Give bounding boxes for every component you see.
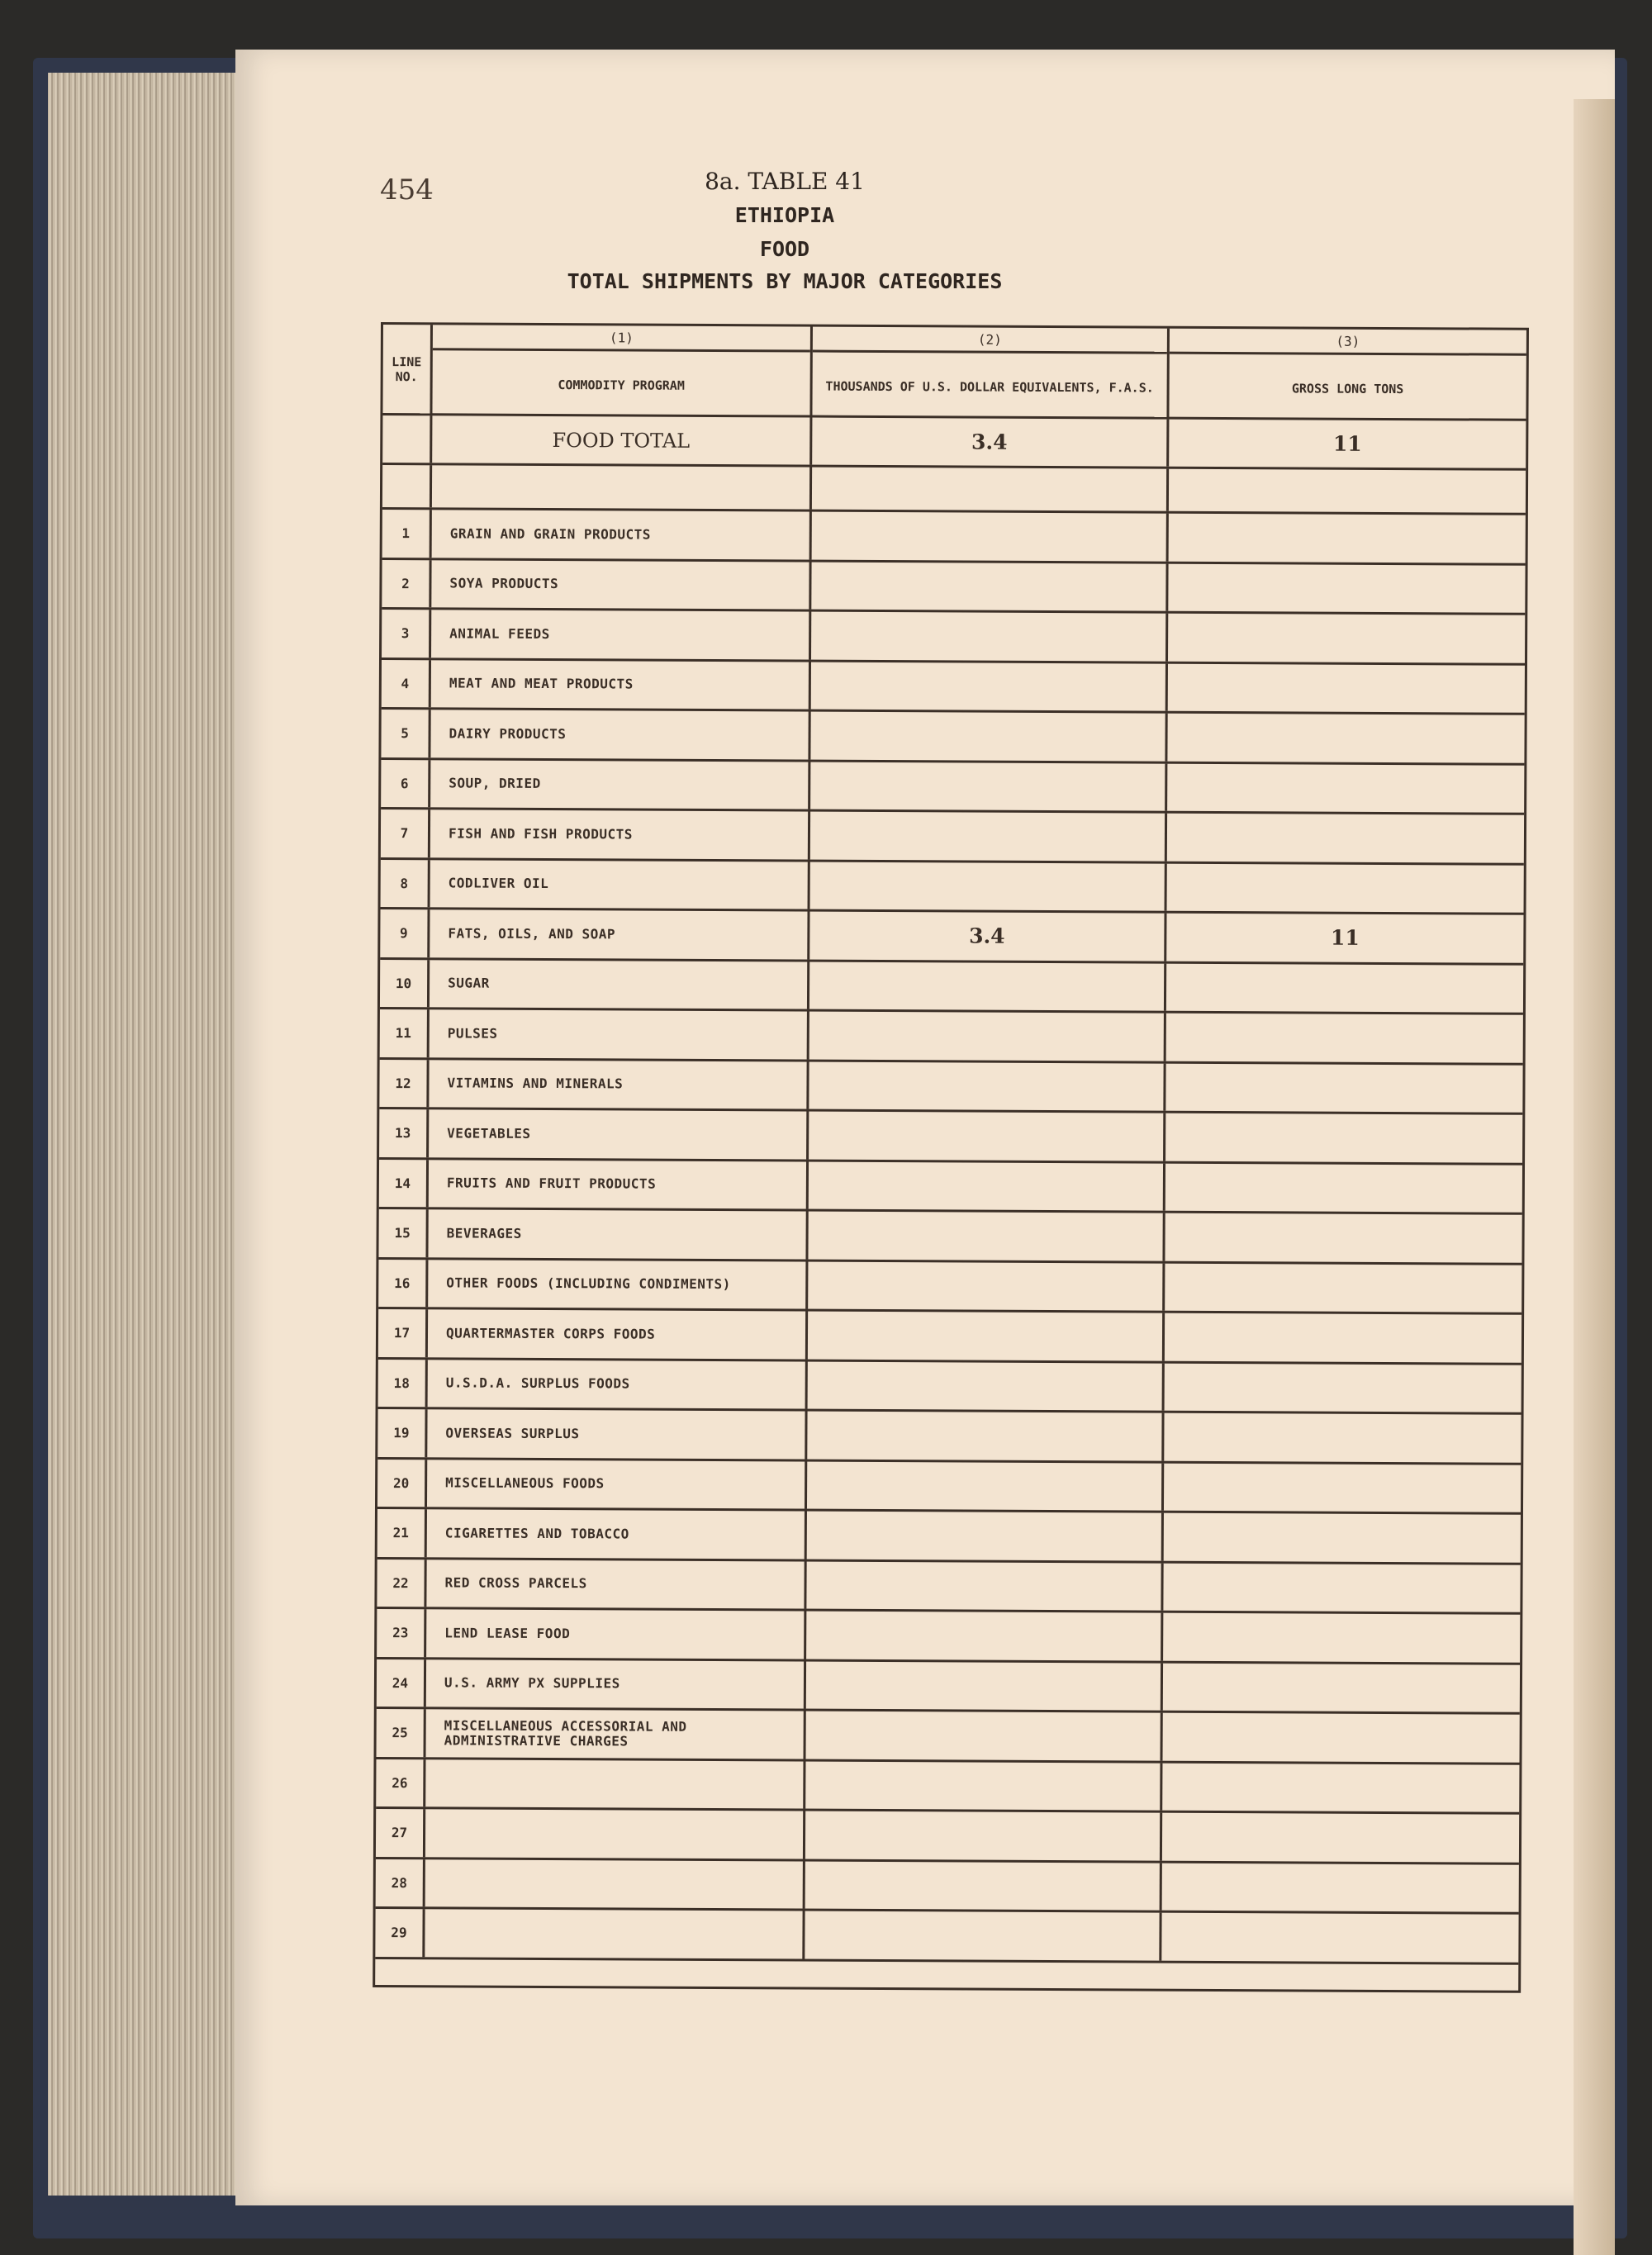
line-header-label: LINE NO. — [392, 354, 422, 384]
table-row — [376, 1759, 1519, 1814]
table-row — [381, 760, 1524, 815]
country-title: ETHIOPIA — [734, 203, 835, 227]
commodity-program-cell: OTHER FOODS (INCLUDING CONDIMENTS) — [428, 1260, 808, 1309]
table-row — [382, 660, 1525, 715]
tons-value-cell — [1165, 1213, 1521, 1263]
commodity-program-cell: SOYA PRODUCTS — [431, 560, 811, 610]
line-number-cell: 24 — [377, 1659, 426, 1707]
tons-value-cell — [1164, 1413, 1521, 1463]
line-number-cell: 7 — [381, 809, 430, 857]
spacer-program-cell — [432, 465, 812, 509]
commodity-program-cell: VEGETABLES — [429, 1109, 809, 1159]
table-row — [381, 809, 1524, 865]
page-edges — [48, 73, 263, 2196]
commodity-program-cell: ANIMAL FEEDS — [431, 610, 811, 659]
line-number-cell: 28 — [376, 1859, 425, 1906]
line-number-cell: 17 — [378, 1309, 428, 1357]
line-number-cell: 27 — [376, 1809, 425, 1857]
usd-value-cell — [809, 1012, 1166, 1061]
commodity-program-cell: PULSES — [430, 1009, 809, 1059]
food-total-row — [382, 415, 1526, 471]
usd-value-cell — [806, 1711, 1163, 1761]
table-row — [377, 1409, 1521, 1465]
commodity-program-cell: U.S. ARMY PX SUPPLIES — [426, 1659, 806, 1709]
commodity-program-cell — [425, 1909, 805, 1958]
facing-page-edge — [1574, 99, 1615, 2255]
commodity-program-cell: BEVERAGES — [428, 1209, 808, 1259]
table-subtitle: TOTAL SHIPMENTS BY MAJOR CATEGORIES — [567, 269, 1003, 293]
commodity-program-cell: SUGAR — [430, 960, 809, 1009]
book-page — [235, 50, 1615, 2205]
commodity-program-cell: RED CROSS PARCELS — [426, 1560, 806, 1609]
usd-value-cell: 3.4 — [809, 912, 1166, 961]
line-number-cell: 15 — [378, 1209, 428, 1257]
table-row — [377, 1609, 1520, 1664]
program-header-label: COMMODITY PROGRAM — [558, 377, 685, 393]
tons-value-cell — [1165, 1063, 1522, 1113]
line-number-cell: 23 — [377, 1609, 426, 1657]
tons-value-cell — [1165, 1163, 1522, 1213]
table-row — [379, 1160, 1522, 1215]
usd-value-cell — [809, 961, 1166, 1011]
spacer-usd-cell — [812, 468, 1169, 511]
usd-value-cell — [810, 812, 1167, 862]
line-number-cell: 11 — [380, 1009, 430, 1057]
tons-value-cell — [1168, 663, 1525, 713]
tons-value-cell — [1166, 963, 1523, 1013]
commodity-program-cell: MEAT AND MEAT PRODUCTS — [431, 660, 811, 710]
line-number-cell: 18 — [378, 1359, 428, 1407]
tons-value-cell — [1167, 714, 1524, 763]
tons-value-cell — [1162, 1763, 1519, 1812]
table-row — [382, 610, 1525, 665]
table-row — [378, 1309, 1521, 1365]
tons-value-cell — [1164, 1463, 1521, 1512]
usd-value-cell — [812, 512, 1169, 562]
usd-value-cell — [810, 712, 1167, 762]
program-column-header — [432, 325, 813, 417]
spacer-tons-cell — [1169, 469, 1526, 513]
tons-value-cell — [1164, 1513, 1521, 1563]
table-row — [380, 960, 1523, 1015]
usd-value-cell — [810, 862, 1167, 911]
commodity-program-cell: FATS, OILS, AND SOAP — [430, 909, 809, 959]
spacer-line-cell — [382, 465, 432, 507]
total-usd: 3.4 — [812, 418, 1169, 467]
tons-value-cell — [1161, 1913, 1518, 1963]
table-row — [379, 1060, 1522, 1115]
table-row — [377, 1509, 1521, 1564]
tons-value-cell — [1165, 1113, 1522, 1163]
line-number-cell: 1 — [382, 510, 432, 558]
page-number: 454 — [380, 173, 434, 207]
tons-value-cell — [1167, 763, 1524, 813]
tons-column-number: (3) — [1170, 330, 1526, 356]
tons-column-header — [1169, 329, 1526, 421]
table-row — [380, 909, 1523, 965]
commodity-program-cell: CIGARETTES AND TOBACCO — [427, 1509, 807, 1559]
table-row — [381, 860, 1524, 915]
line-number-cell: 12 — [379, 1060, 429, 1108]
total-tons: 11 — [1332, 431, 1362, 456]
tons-value-cell — [1162, 1863, 1519, 1912]
commodity-program-cell — [425, 1859, 805, 1909]
commodity-program-cell — [425, 1759, 805, 1809]
total-line-cell — [382, 415, 432, 463]
line-number-cell: 2 — [382, 560, 431, 608]
usd-value-cell — [808, 1261, 1165, 1311]
usd-header-label: THOUSANDS OF U.S. DOLLAR EQUIVALENTS, F.A.S. — [825, 378, 1154, 396]
commodity-program-cell: MISCELLANEOUS ACCESSORIAL AND ADMINISTRATIVE CHARGES — [426, 1709, 806, 1759]
table-row — [377, 1559, 1520, 1614]
usd-value-cell — [808, 1361, 1165, 1411]
tons-value-cell — [1168, 614, 1525, 663]
line-number-cell: 4 — [382, 660, 431, 708]
commodity-program-cell: VITAMINS AND MINERALS — [429, 1060, 809, 1109]
line-number-cell: 19 — [377, 1409, 427, 1457]
usd-value-cell — [806, 1561, 1163, 1611]
table-row — [380, 1009, 1523, 1065]
commodity-program-cell: QUARTERMASTER CORPS FOODS — [428, 1309, 808, 1359]
commodity-program-cell: FRUITS AND FRUIT PRODUCTS — [429, 1160, 809, 1209]
usd-value-cell — [807, 1412, 1164, 1461]
commodity-program-cell — [425, 1809, 805, 1859]
category-title: FOOD — [759, 237, 810, 261]
usd-value-cell — [809, 1112, 1165, 1161]
table-row — [376, 1859, 1519, 1914]
usd-value-cell — [805, 1811, 1162, 1861]
tons-value-cell — [1163, 1663, 1520, 1712]
table-row — [377, 1459, 1521, 1514]
tons-value-cell — [1168, 563, 1525, 613]
line-number-cell: 5 — [381, 710, 430, 757]
usd-column-number: (2) — [813, 329, 1167, 354]
tons-value-cell: 11 — [1330, 925, 1360, 951]
tons-value-cell — [1167, 863, 1524, 913]
table-row — [376, 1709, 1519, 1764]
usd-value-cell — [809, 1061, 1165, 1111]
commodity-program-cell: OVERSEAS SURPLUS — [427, 1409, 807, 1459]
usd-value-cell — [806, 1661, 1163, 1711]
total-label: FOOD TOTAL — [432, 415, 812, 464]
commodity-program-cell: FISH AND FISH PRODUCTS — [430, 809, 810, 859]
usd-value-cell — [805, 1861, 1162, 1911]
program-column-number: (1) — [433, 326, 810, 352]
tons-value-cell — [1163, 1713, 1520, 1763]
commodity-program-cell: GRAIN AND GRAIN PRODUCTS — [432, 510, 812, 559]
usd-value-cell — [811, 612, 1168, 662]
line-number-cell: 14 — [379, 1160, 429, 1208]
table-row — [382, 510, 1526, 565]
usd-value-cell — [809, 1161, 1165, 1211]
tons-value-cell — [1165, 1313, 1521, 1363]
usd-value-cell — [806, 1612, 1163, 1661]
line-number-cell: 8 — [381, 860, 430, 908]
usd-column-header — [812, 327, 1170, 420]
commodity-program-cell: U.S.D.A. SURPLUS FOODS — [428, 1360, 808, 1409]
usd-value-cell — [805, 1761, 1162, 1811]
usd-value-cell — [810, 762, 1167, 811]
line-number-cell: 9 — [380, 909, 430, 957]
table-row — [382, 560, 1525, 615]
table-row — [378, 1260, 1521, 1315]
table-label: 8a. TABLE 41 — [705, 168, 865, 195]
line-number-cell: 10 — [380, 960, 430, 1008]
usd-value-cell — [805, 1911, 1161, 1961]
tons-value-cell — [1163, 1613, 1520, 1663]
tons-header-label: GROSS LONG TONS — [1291, 380, 1404, 396]
line-number-cell: 21 — [377, 1509, 427, 1557]
usd-value-cell — [807, 1461, 1164, 1511]
commodity-program-cell: MISCELLANEOUS FOODS — [427, 1460, 807, 1509]
table-row — [378, 1209, 1521, 1265]
commodity-program-cell: SOUP, DRIED — [430, 760, 810, 809]
line-number-cell: 3 — [382, 610, 431, 658]
usd-value-cell — [811, 562, 1168, 611]
line-number-cell: 22 — [377, 1559, 426, 1607]
line-number-cell: 26 — [376, 1759, 425, 1806]
line-number-cell: 20 — [377, 1459, 427, 1507]
table-row — [379, 1109, 1522, 1165]
line-number-cell: 25 — [377, 1709, 426, 1757]
tons-value-cell — [1162, 1813, 1519, 1863]
shipments-table — [373, 322, 1529, 1993]
table-row — [376, 1809, 1519, 1864]
usd-value-cell — [811, 662, 1168, 711]
table-row — [377, 1659, 1520, 1714]
line-number-cell: 29 — [375, 1909, 425, 1957]
tons-value-cell — [1165, 1363, 1521, 1412]
line-number-cell: 13 — [379, 1109, 429, 1157]
usd-value-cell — [807, 1512, 1164, 1561]
tons-value-cell — [1169, 514, 1526, 563]
commodity-program-cell: LEND LEASE FOOD — [426, 1609, 806, 1659]
tons-value-cell — [1166, 1014, 1523, 1063]
table-row — [381, 710, 1524, 765]
usd-value-cell — [808, 1212, 1165, 1261]
usd-value-cell — [808, 1312, 1165, 1361]
line-number-cell: 16 — [378, 1260, 428, 1308]
table-row — [378, 1359, 1521, 1414]
tons-value-cell — [1165, 1263, 1521, 1313]
commodity-program-cell: CODLIVER OIL — [430, 860, 810, 909]
commodity-program-cell: DAIRY PRODUCTS — [430, 710, 810, 759]
tons-value-cell — [1167, 814, 1524, 863]
table-row — [375, 1909, 1518, 1964]
spacer-row — [382, 465, 1526, 515]
line-column-header — [382, 325, 433, 415]
tons-value-cell — [1163, 1563, 1520, 1612]
line-number-cell: 6 — [381, 760, 430, 808]
